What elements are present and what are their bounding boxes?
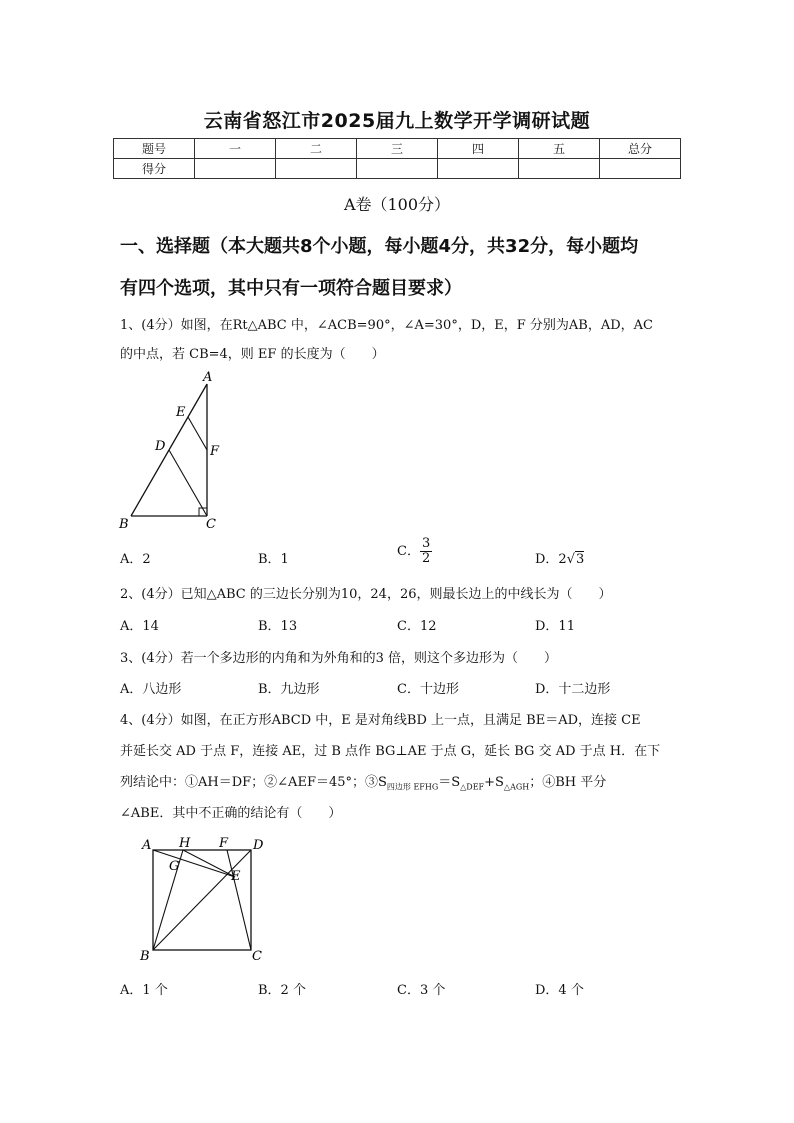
label-b: B: [140, 949, 150, 964]
label-h: H: [179, 836, 191, 851]
score-cell-empty: [600, 159, 681, 179]
section-heading-line1: 一、选择题（本大题共8个小题，每小题4分，共32分，每小题均: [120, 236, 639, 257]
q1-option-c-prefix: C．: [397, 544, 420, 559]
label-f: F: [219, 836, 229, 851]
fraction-numerator: 3: [421, 536, 431, 551]
q4-line1: 4、(4分）如图，在正方形ABCD 中，E 是对角线BD 上一点，且满足 BE＝AD，连接 CE: [120, 713, 641, 728]
score-table-header-row: [114, 139, 681, 159]
q1-triangle-figure: [115, 368, 225, 533]
q2-text: 2、(4分）已知△ABC 的三边长分别为10，24，26，则最长边上的中线长为（ ）: [120, 587, 612, 602]
score-table-cell: 总分: [600, 139, 681, 159]
segment-cf: [227, 850, 251, 950]
label-e: E: [176, 405, 186, 420]
q1-option-d-prefix: D．2: [535, 552, 567, 567]
q4-option-a: A．1 个: [120, 983, 168, 998]
score-table-cell: 二: [276, 139, 357, 159]
segment-dc: [169, 450, 207, 516]
q4-line3-part-d: ；④BH 平分: [529, 775, 607, 790]
score-table-cell: 三: [357, 139, 438, 159]
volume-heading: A卷（100分）: [343, 195, 451, 214]
label-f: F: [210, 444, 220, 459]
q2-option-c: C．12: [397, 619, 437, 634]
score-table-row-label: 得分: [114, 159, 195, 179]
q3-option-c: C．十边形: [397, 682, 459, 697]
q1-option-c: [397, 537, 432, 566]
q1-line2: 的中点，若 CB=4，则 EF 的长度为（ ）: [120, 347, 385, 362]
q1-line1: 1、(4分）如图，在Rt△ABC 中，∠ACB=90°，∠A=30°，D，E，F 分别为AB，AD，AC: [120, 318, 653, 333]
q4-line3: [120, 771, 606, 793]
q1-option-d: [535, 548, 584, 567]
segment-ef: [188, 417, 207, 450]
score-cell-empty: [276, 159, 357, 179]
score-cell-empty: [438, 159, 519, 179]
q1-option-a: A．2: [120, 552, 151, 567]
label-a: A: [142, 838, 152, 853]
segment-ae: [153, 850, 235, 877]
sqrt-radicand: 3: [576, 552, 585, 567]
sqrt-sign: √: [566, 552, 575, 567]
q4-square-figure: [135, 832, 270, 964]
score-cell-empty: [357, 159, 438, 179]
q2-option-a: A．14: [120, 619, 159, 634]
q1-option-b: B．1: [258, 552, 289, 567]
q3-text: 3、(4分）若一个多边形的内角和为外角和的3 倍，则这个多边形为（ ）: [120, 651, 558, 666]
q4-option-b: B．2 个: [258, 983, 306, 998]
score-table-cell: 题号: [114, 139, 195, 159]
score-table-score-row: [114, 159, 681, 179]
label-a: A: [203, 370, 213, 385]
label-e: E: [231, 869, 241, 884]
score-table: [113, 138, 681, 179]
label-d: D: [253, 838, 264, 853]
section-heading-line2: 有四个选项，其中只有一项符合题目要求）: [120, 278, 462, 299]
subscript: △AGH: [503, 782, 530, 792]
subscript: 四边形 EFHG: [386, 782, 439, 792]
q4-line2: 并延长交 AD 于点 F，连接 AE，过 B 点作 BG⊥AE 于点 G，延长 BG 交 AD 于点 H．在下: [120, 744, 661, 759]
q3-option-b: B．九边形: [258, 682, 320, 697]
q4-line3-part-b: ＝S: [438, 775, 461, 790]
fraction: [420, 537, 432, 566]
q4-line4: ∠ABE．其中不正确的结论有（ ）: [120, 806, 342, 821]
label-b: B: [119, 517, 129, 532]
segment-he: [183, 850, 235, 877]
score-cell-empty: [519, 159, 600, 179]
label-c: C: [252, 949, 262, 964]
score-table-cell: 五: [519, 139, 600, 159]
q2-option-d: D．11: [535, 619, 575, 634]
fraction-denominator: 2: [421, 551, 431, 566]
q2-option-b: B．13: [258, 619, 298, 634]
q3-option-d: D．十二边形: [535, 682, 611, 697]
score-table-cell: 一: [195, 139, 276, 159]
score-table-cell: 四: [438, 139, 519, 159]
page-title: 云南省怒江市2025届九上数学开学调研试题: [203, 110, 591, 132]
q4-option-c: C．3 个: [397, 983, 446, 998]
q4-line3-part-c: +S: [484, 775, 504, 790]
subscript: △DEF: [460, 782, 485, 792]
label-c: C: [206, 517, 216, 532]
q4-line3-part-a: 列结论中：①AH＝DF；②∠AEF＝45°；③S: [120, 775, 387, 790]
q3-option-a: A．八边形: [120, 682, 182, 697]
label-g: G: [169, 859, 180, 874]
q4-option-d: D．4 个: [535, 983, 584, 998]
label-d: D: [155, 439, 166, 454]
score-cell-empty: [195, 159, 276, 179]
